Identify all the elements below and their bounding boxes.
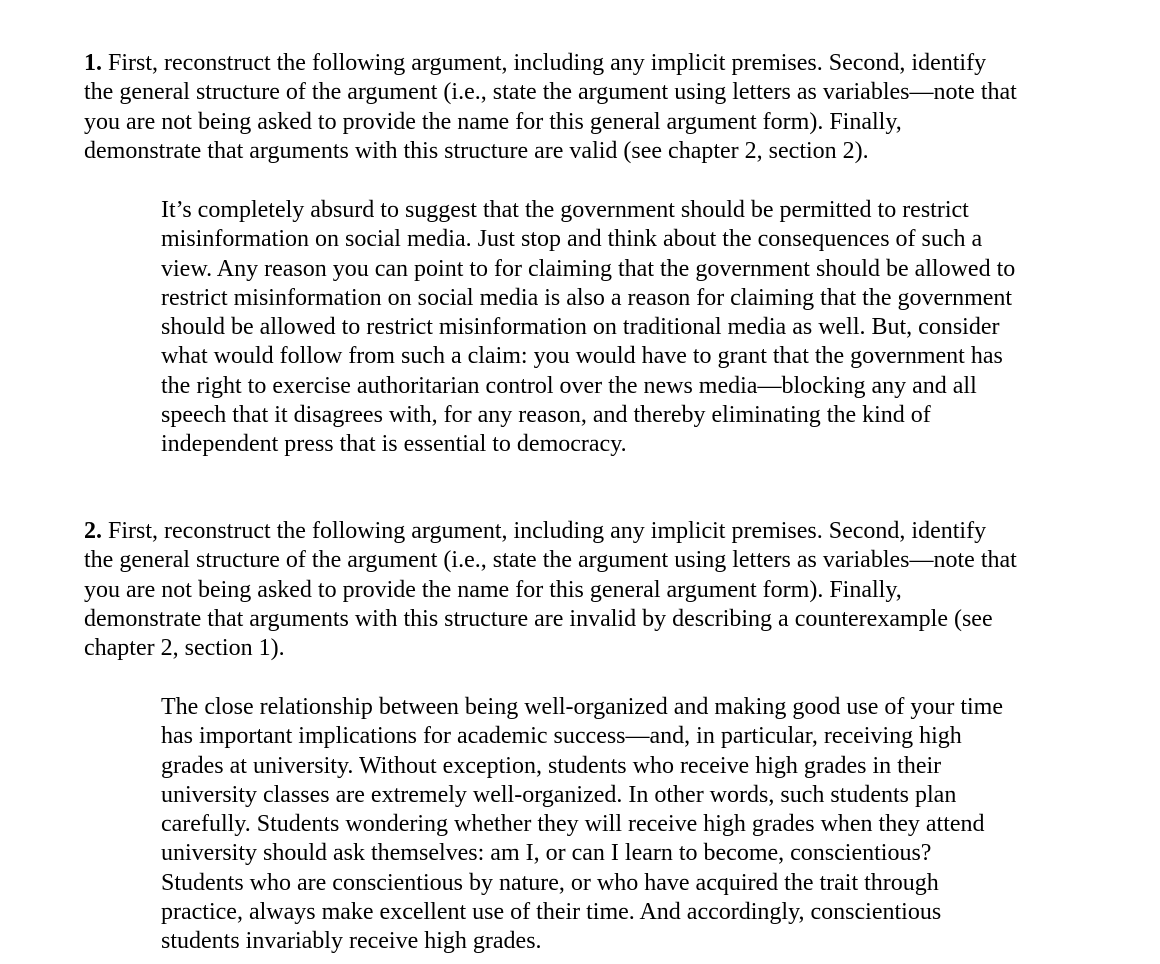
passage-2-line: Students who are conscientious by nature, or who have acquired the trait through — [161, 869, 939, 896]
question-2-passage — [161, 693, 1091, 957]
passage-2-line: carefully. Students wondering whether they will receive high grades when they attend — [161, 811, 985, 838]
question-2-text: First, reconstruct the following argument, including any implicit premises. Second, identify — [108, 518, 987, 544]
question-1-line-1 — [84, 49, 1084, 78]
passage-1-line: restrict misinformation on social media is also a reason for claiming that the government — [161, 284, 1013, 311]
question-1-number: 1. — [84, 50, 102, 76]
question-1-line-2: the general structure of the argument (i.e., state the argument using letters as variables—note that — [84, 79, 1017, 106]
passage-2-line: university should ask themselves: am I, or can I learn to become, conscientious? — [161, 840, 932, 867]
passage-2-line: students invariably receive high grades. — [161, 928, 542, 955]
passage-1-line: misinformation on social media. Just stop and think about the consequences of such a — [161, 226, 983, 253]
question-2-line-3: you are not being asked to provide the name for this general argument form). Finally, — [84, 576, 902, 603]
question-1-prompt — [84, 49, 1084, 166]
question-2-line-5: chapter 2, section 1). — [84, 635, 285, 662]
question-1-line-4: demonstrate that arguments with this structure are valid (see chapter 2, section 2). — [84, 137, 869, 164]
passage-1-line: speech that it disagrees with, for any reason, and thereby eliminating the kind of — [161, 402, 931, 429]
question-2-line-1 — [84, 517, 1084, 546]
passage-2-line: practice, always make excellent use of their time. And accordingly, conscientious — [161, 899, 942, 926]
passage-1-line: independent press that is essential to democracy. — [161, 431, 627, 458]
passage-1-line: what would follow from such a claim: you would have to grant that the government has — [161, 343, 1003, 370]
passage-1-line: view. Any reason you can point to for claiming that the government should be allowed to — [161, 255, 1016, 282]
question-2-line-2: the general structure of the argument (i.e., state the argument using letters as variables—note that — [84, 547, 1017, 574]
question-1-text: First, reconstruct the following argument, including any implicit premises. Second, identify — [108, 50, 987, 76]
passage-2-line: grades at university. Without exception, students who receive high grades in their — [161, 752, 942, 779]
passage-1-line: the right to exercise authoritarian control over the news media—blocking any and all — [161, 372, 977, 399]
question-2-prompt — [84, 517, 1084, 663]
passage-1-line: should be allowed to restrict misinformation on traditional media as well. But, consider — [161, 314, 1000, 341]
question-1-line-3: you are not being asked to provide the name for this general argument form). Finally, — [84, 108, 902, 135]
question-2-line-4: demonstrate that arguments with this structure are invalid by describing a counterexample (see — [84, 605, 993, 632]
passage-2-line: has important implications for academic success—and, in particular, receiving high — [161, 723, 962, 750]
passage-2-line: university classes are extremely well-organized. In other words, such students plan — [161, 781, 957, 808]
question-1-passage — [161, 196, 1091, 460]
passage-2-line: The close relationship between being well-organized and making good use of your time — [161, 694, 1003, 720]
passage-1-line: It’s completely absurd to suggest that the government should be permitted to restrict — [161, 197, 969, 223]
question-2-number: 2. — [84, 518, 102, 544]
